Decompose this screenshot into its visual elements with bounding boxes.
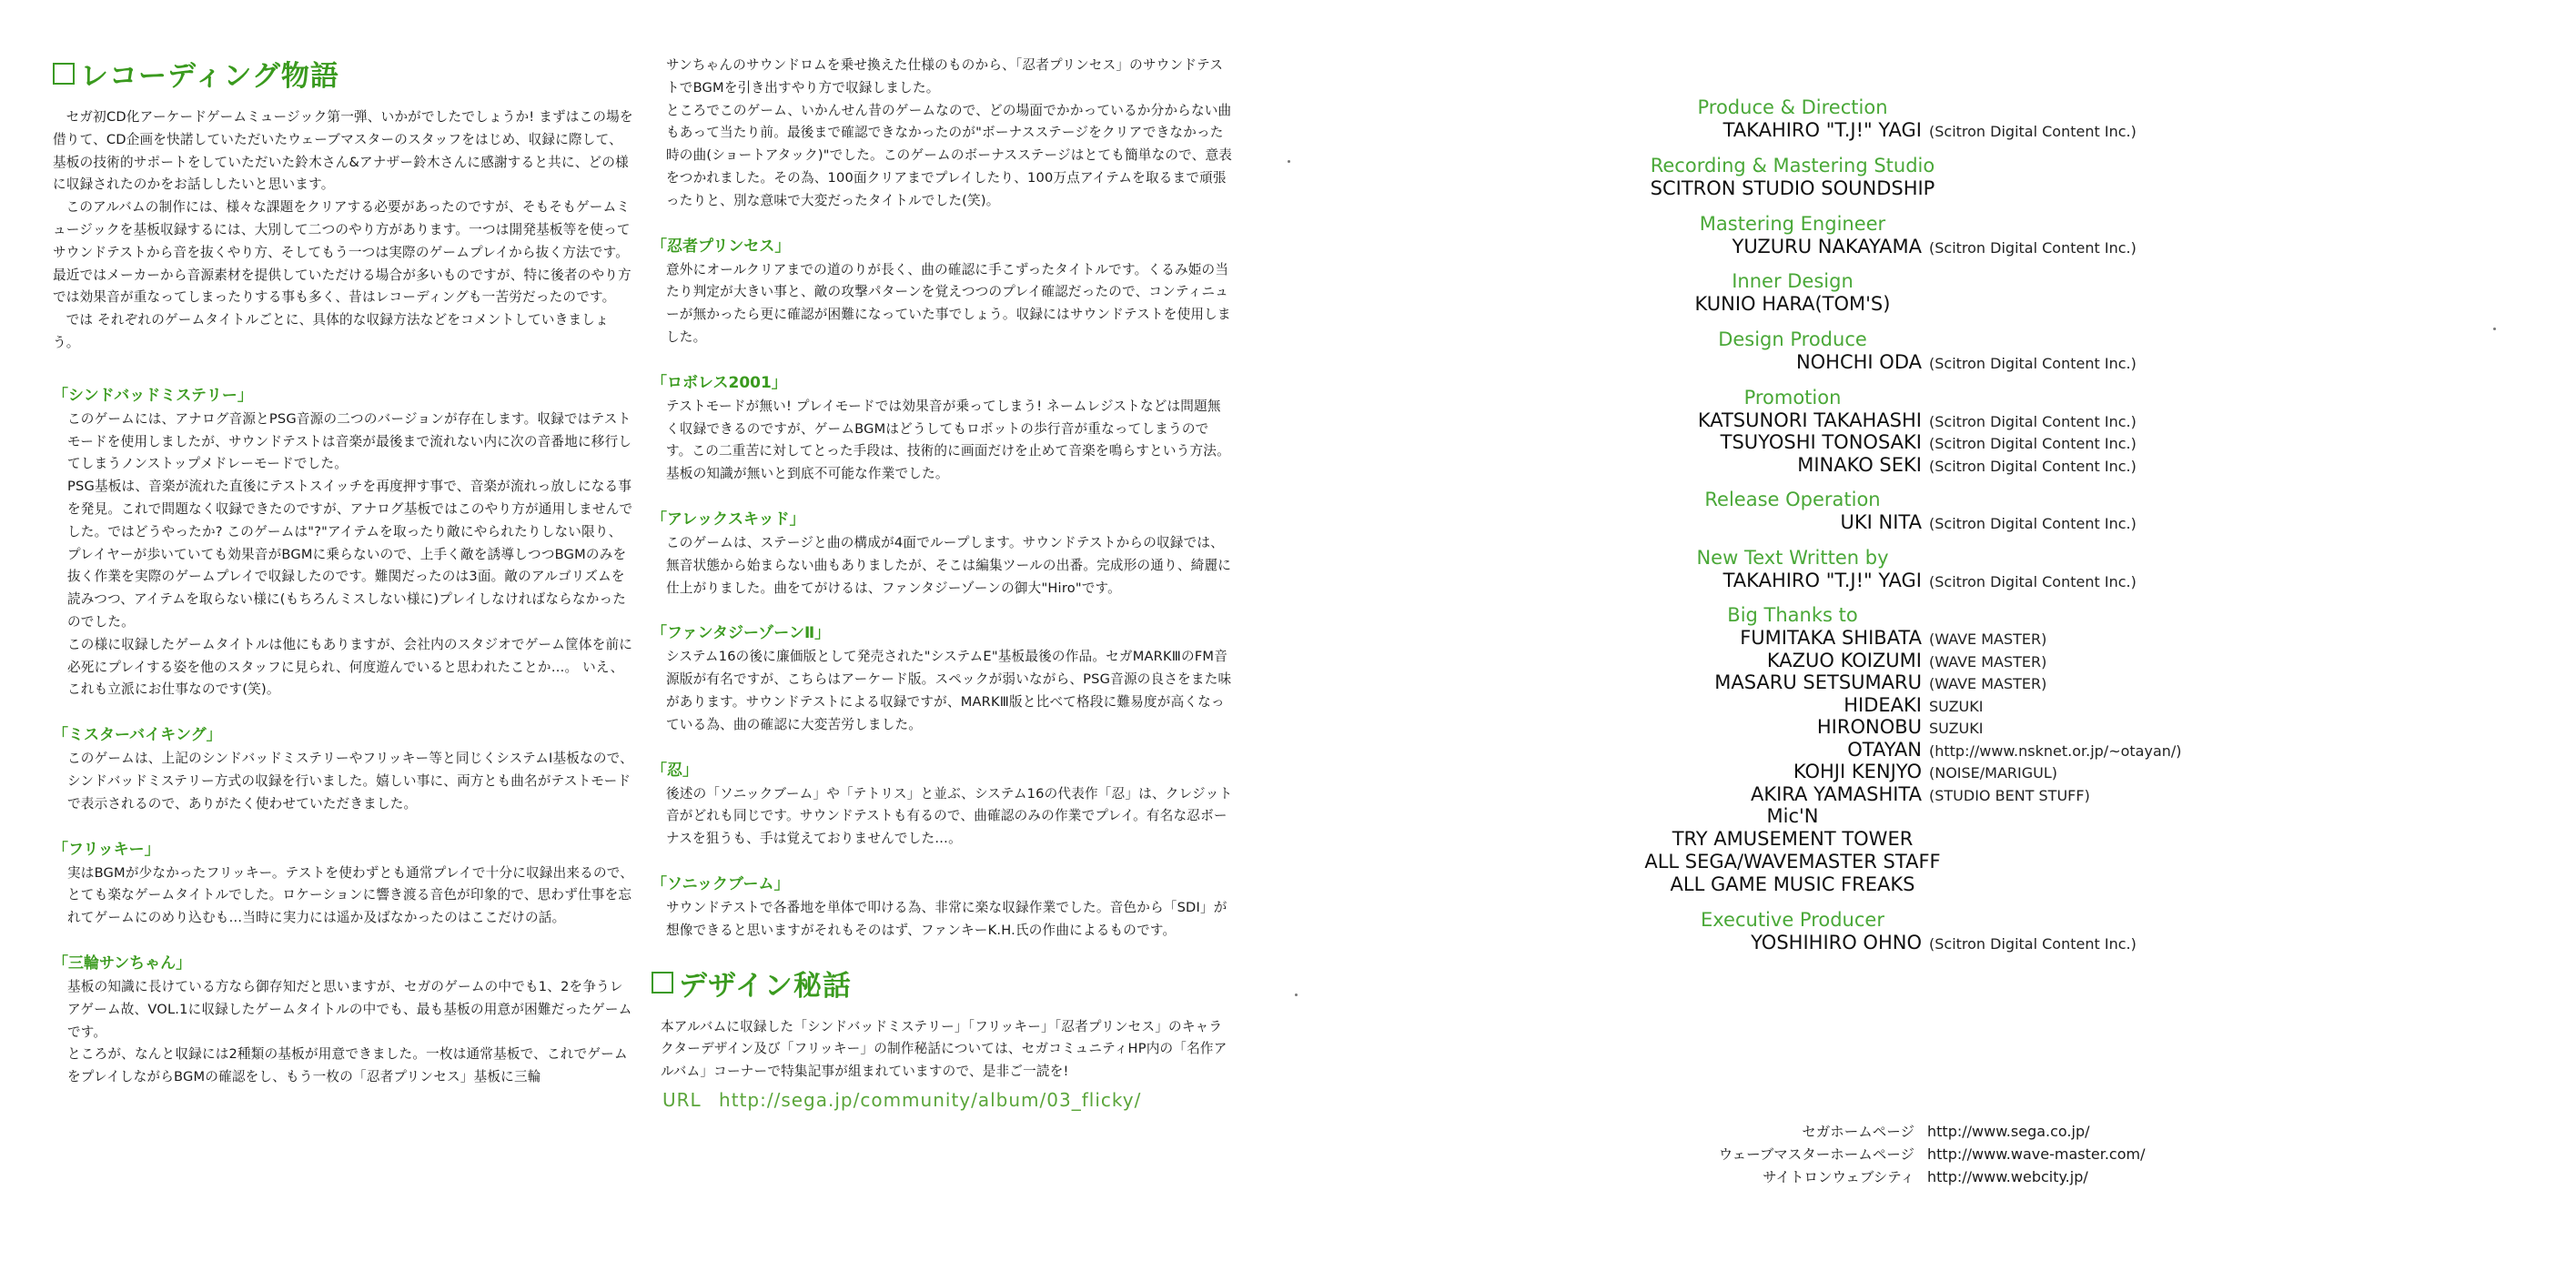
credit-name: AKIRA YAMASHITA <box>1750 782 1922 805</box>
lead-paragraph: サンちゃんのサウンドロムを乗せ換えた仕様のものから、「忍者プリンセス」のサウンドテストでBGMを引き出すやり方で収録しました。 <box>666 57 1224 96</box>
credit-affiliation: (WAVE MASTER) <box>1929 675 2047 692</box>
section-body <box>53 862 635 930</box>
credit-name-row <box>1538 570 2284 592</box>
credit-name-row <box>1538 716 2284 739</box>
section-paragraph: このゲームは、ステージと曲の構成が4面でループします。サウンドテストからの収録では、無音状態から始まらない曲もありましたが、そこは編集ツールの出番。完成形の通り、綺麗に仕上がりました。曲をてがけるは、ファンタジーゾーンの御大"Hiro"です。 <box>666 534 1232 596</box>
section-body <box>652 532 1234 600</box>
credit-affiliation: (STUDIO BENT STUFF) <box>1929 786 2090 804</box>
game-sections <box>652 233 1234 943</box>
design-story-title: デザイン秘話 <box>652 963 1234 1004</box>
credit-affiliation: (Scitron Digital Content Inc.) <box>1929 435 2137 452</box>
credit-affiliation: (Scitron Digital Content Inc.) <box>1929 412 2137 430</box>
credit-block <box>1538 489 2284 534</box>
credit-name: KUNIO HARA(TOM'S) <box>1694 293 1891 315</box>
homepage-link-row <box>1565 1144 2145 1166</box>
credit-name-row <box>1538 409 2284 432</box>
credit-name-row <box>1538 783 2284 806</box>
credit-name: MINAKO SEKI <box>1797 453 1922 476</box>
homepage-url[interactable]: http://www.wave-master.com/ <box>1927 1145 2146 1163</box>
credit-affiliation: SUZUKI <box>1929 720 1984 737</box>
credit-affiliation: (Scitron Digital Content Inc.) <box>1929 457 2137 475</box>
credit-name-row <box>1538 454 2284 477</box>
credit-name-row <box>1538 511 2284 534</box>
credit-role: Release Operation <box>1704 489 1881 510</box>
section-paragraph: 後述の「ソニックブーム」や「テトリス」と並ぶ、システム16の代表作「忍」は、クレジット音がどれも同じです。サウンドテストも有るので、曲確認のみの作業でプレイ。有名な忍ボーナスを狙うも、手は覚えておりませんでした…。 <box>666 785 1233 847</box>
credit-name-row <box>1538 739 2284 762</box>
credit-name: TAKAHIRO "T.J!" YAGI <box>1722 569 1922 591</box>
section-paragraph: システム16の後に廉価版として発売された"システムE"基板最後の作品。セガMARKⅢのFM音源版が有名ですが、こちらはアーケード版。スペックが弱いながら、PSG音源の良さをまた味があります。サウンドテストによる収録ですが、MARKⅢ版と比べて格段に難易度が高くなっている為、曲の確認に大変苦労しました。 <box>666 649 1232 732</box>
section-paragraph: 基板の知識に長けている方なら御存知だと思いますが、セガのゲームの中でも1、2を争うレアゲーム故、VOL.1に収録したゲームタイトルの中でも、最も基板の用意が困難だったゲームです。 <box>67 978 632 1040</box>
homepage-links <box>1565 1121 2145 1189</box>
section-heading: 「忍者プリンセス」 <box>652 237 791 256</box>
homepage-url[interactable]: http://www.webcity.jp/ <box>1927 1168 2088 1185</box>
credit-name-row <box>1538 119 2284 142</box>
section-paragraph: サウンドテストで各番地を単体で叩ける為、非常に楽な収録作業でした。音色から「SDI」が想像できると思いますがそれもそのはず、ファンキーK.H.氏の作曲によるものです。 <box>666 899 1227 938</box>
credit-affiliation: (Scitron Digital Content Inc.) <box>1929 355 2137 372</box>
credit-name: YOSHIHIRO OHNO <box>1751 932 1922 953</box>
credit-block <box>1538 328 2284 374</box>
credit-affiliation: (http://www.nsknet.or.jp/~otayan/) <box>1929 741 2182 760</box>
community-url[interactable]: URL http://sega.jp/community/album/03_flicky/ <box>662 1088 1142 1111</box>
credit-affiliation: SUZUKI <box>1929 697 1984 715</box>
credit-affiliation: (Scitron Digital Content Inc.) <box>1929 238 2137 257</box>
credit-block <box>1538 270 2284 316</box>
credit-name: OTAYAN <box>1847 738 1922 761</box>
section-heading: 「ロボレス2001」 <box>652 373 787 392</box>
homepage-label: セガホームページ <box>1802 1124 1914 1140</box>
credit-role: Mastering Engineer <box>1699 212 1886 235</box>
section-paragraph: ところが、なんと収録には2種類の基板が用意できました。一枚は通常基板で、これでゲームをプレイしながらBGMの確認をし、もう一枚の「忍者プリンセス」基板に三輪 <box>67 1046 628 1085</box>
credit-name: HIDEAKI <box>1844 693 1922 716</box>
intro-text <box>53 106 635 355</box>
game-sections <box>53 382 635 1089</box>
section-heading: 「アレックスキッド」 <box>652 509 805 529</box>
credit-name: UKI NITA <box>1840 511 1922 533</box>
credit-name: KATSUNORI TAKAHASHI <box>1697 409 1922 431</box>
section-heading: 「ソニックブーム」 <box>652 874 790 893</box>
homepage-label: サイトロンウェブシティ <box>1763 1169 1914 1185</box>
credit-affiliation: (NOISE/MARIGUL) <box>1929 764 2058 782</box>
credit-name-row <box>1538 671 2284 694</box>
section-paragraph: PSG基板は、音楽が流れた直後にテストスイッチを再度押す事で、音楽が流れっ放しになる事を発見。これで問題なく収録できたのですが、アナログ基板ではこのやり方が通用しませんでした。ではどうやったか? このゲームは"?"アイテムを取ったり敵にやられたりしない限り、プレイヤーが歩いていても効果音がBGMに乗らないので、上手く敵を誘導しつつBGMのみを抜く作業を実際のゲームプレイで収録したのです。難関だったのは3面。敵のアルゴリズムを読みつつ、アイテムを取らない様に(もちろんミスしない様に)プレイしなければならなかったのでした。 <box>67 479 633 630</box>
credit-name: Mic'N <box>1766 805 1819 827</box>
credit-block <box>1538 909 2284 954</box>
design-text: 本アルバムに収録した「シンドバッドミステリー」「フリッキー」「忍者プリンセス」のキャラクターデザイン及び「フリッキー」の制作秘話については、セガコミュニティHP内の「名作アルバム」コーナーで特集記事が組まれていますので、是非ご一読を! <box>661 1018 1227 1080</box>
homepage-label: ウェーブマスターホームページ <box>1718 1146 1914 1163</box>
section-heading: 「忍」 <box>652 761 698 780</box>
intro-paragraph: このアルバムの制作には、様々な課題をクリアする必要があったのですが、そもそもゲームミュージックを基板収録するには、大別して二つのやり方があります。一つは開発基板等を使ってサウンドテストから音を抜くやり方、そしてもう一つは実際のゲームプレイから抜く方法です。最近ではメーカーから音源素材を提供していただける場合が多いものですが、特に後者のやり方では効果音が重なってしまったりする事も多く、昔はレコーディングも一苦労だったのです。 <box>53 199 631 306</box>
credit-affiliation: (WAVE MASTER) <box>1929 652 2047 671</box>
credit-affiliation: (Scitron Digital Content Inc.) <box>1929 123 2137 140</box>
credits <box>1538 96 2284 967</box>
section-body <box>53 409 635 701</box>
credit-name-row <box>1538 650 2284 672</box>
credit-affiliation: (WAVE MASTER) <box>1929 630 2047 648</box>
intro-paragraph: セガ初CD化アーケードゲームミュージック第一弾、いかがでしたでしょうか! まずはこの場を借りて、CD企画を快諾していただいたウェーブマスターのスタッフをはじめ、収録に際して、基板の技術的サポートをしていただいた鈴木さん&アナザー鈴木さんに感謝すると共に、どの様に収録されたのかをお話ししたいと思います。 <box>53 109 633 193</box>
credit-name: HIRONOBU <box>1816 716 1922 738</box>
section-paragraph: この様に収録したゲームタイトルは他にもありますが、会社内のスタジオでゲーム筐体を前に必死にプレイする姿を他のスタッフに見られ、何度遊んでいると思われたことか…。 いえ、これも立派にお仕事なのです(笑)。 <box>67 636 633 698</box>
credit-role: Inner Design <box>1732 270 1854 292</box>
section-body <box>652 783 1234 851</box>
section-body <box>53 748 635 815</box>
section-body <box>652 897 1234 943</box>
section-paragraph: このゲームは、上記のシンドバッドミステリーやフリッキー等と同じくシステムⅠ基板なので、シンドバッドミステリー方式の収録を行いました。嬉しい事に、両方とも曲名がテストモードで表示されるので、ありがたく使わせていただきました。 <box>67 751 633 812</box>
checkbox-square-icon <box>652 972 673 994</box>
lead-paragraph: ところでこのゲーム、いかんせん昔のゲームなので、どの場面でかかっているか分からない曲もあって当たり前。最後まで確認できなかったのが"ボーナスステージをクリアできなかった時の曲(ショートアタック)"でした。このゲームのボーナスステージはとても簡単なので、意表をつかれました。その為、100面クリアまでプレイしたり、100万点アイテムを取るまで頑張ったりと、別な意味で大変だったタイトルでした(笑)。 <box>666 102 1233 208</box>
credit-name: KAZUO KOIZUMI <box>1766 649 1922 671</box>
section-heading: 「フリッキー」 <box>53 840 160 859</box>
credit-role: Recording & Mastering Studio <box>1650 154 1935 177</box>
section-body <box>652 646 1234 736</box>
credit-role: Produce & Direction <box>1697 96 1888 118</box>
speck <box>2493 328 2496 330</box>
speck <box>1295 994 1298 996</box>
credit-role: Promotion <box>1743 386 1842 409</box>
credit-name: NOHCHI ODA <box>1795 351 1922 373</box>
credit-role: New Text Written by <box>1696 546 1889 569</box>
credit-name: FUMITAKA SHIBATA <box>1740 627 1922 649</box>
checkbox-square-icon <box>53 63 75 85</box>
credit-name: ALL SEGA/WAVEMASTER STAFF <box>1644 851 1941 872</box>
credit-block <box>1538 387 2284 477</box>
credit-name: TAKAHIRO "T.J!" YAGI <box>1722 119 1922 141</box>
credit-name-row <box>1538 932 2284 954</box>
credit-name: ALL GAME MUSIC FREAKS <box>1670 873 1915 895</box>
credit-name: MASARU SETSUMARU <box>1714 671 1922 693</box>
credit-block <box>1538 604 2284 896</box>
section-heading: 「三輪サンちゃん」 <box>53 953 192 973</box>
homepage-url[interactable]: http://www.sega.co.jp/ <box>1927 1123 2090 1140</box>
section-body <box>53 976 635 1089</box>
section-heading: 「シンドバッドミステリー」 <box>53 386 253 405</box>
section-paragraph: テストモードが無い! プレイモードでは効果音が乗ってしまう! ネームレジストなどは問題無く収録できるのですが、ゲームBGMはどうしてもロボットの歩行音が重なってしまうのです。この二重苦に対してとった手段は、技術的に画面だけを止めて音楽を鳴らすという方法。基板の知識が無いと到底不可能な作業でした。 <box>666 398 1230 482</box>
credit-name: SCITRON STUDIO SOUNDSHIP <box>1650 177 1935 199</box>
credit-block <box>1538 213 2284 258</box>
credit-name: TRY AMUSEMENT TOWER <box>1672 828 1914 850</box>
credit-name-row <box>1538 694 2284 717</box>
homepage-link-row <box>1565 1166 2145 1189</box>
recording-story-title: レコーディング物語 <box>53 53 635 94</box>
section-paragraph: 意外にオールクリアまでの道のりが長く、曲の確認に手こずったタイトルです。くるみ姫の当たり判定が大きい事と、敵の攻撃パターンを覚えつつのプレイ確認だったので、コンティニューが無かったら更に確認が困難になっていた事でしょう。収録にはサウンドテストを使用しました。 <box>666 261 1231 345</box>
intro-paragraph: では それぞれのゲームタイトルごとに、具体的な収録方法などをコメントしていきましょう。 <box>53 312 609 350</box>
credit-block <box>1538 155 2284 200</box>
section-body <box>652 259 1234 349</box>
credit-affiliation: (Scitron Digital Content Inc.) <box>1929 572 2137 590</box>
section-paragraph: 実はBGMが少なかったフリッキー。テストを使わずとも通常プレイで十分に収録出来るので、とても楽なゲームタイトルでした。ロケーションに響き渡る音色が印象的で、思わず仕事を忘れてゲームにのめり込むも…当時に実力には遥か及ばなかったのはここだけの話。 <box>67 864 634 926</box>
credit-name: YUZURU NAKAYAMA <box>1732 235 1922 257</box>
lead-text <box>652 55 1234 213</box>
credit-affiliation: (Scitron Digital Content Inc.) <box>1929 935 2137 953</box>
section-heading: 「ミスターバイキング」 <box>53 726 222 745</box>
middle-column <box>652 55 1234 1111</box>
credit-name-row <box>1538 351 2284 374</box>
section-body <box>652 396 1234 486</box>
credit-name-row <box>1538 236 2284 258</box>
credit-name-row <box>1538 761 2284 783</box>
credit-name: TSUYOSHI TONOSAKI <box>1720 431 1922 453</box>
credit-role: Executive Producer <box>1701 909 1884 931</box>
credit-role: Design Produce <box>1718 328 1867 350</box>
credit-block <box>1538 96 2284 142</box>
credit-name: KOHJI KENJYO <box>1793 761 1922 782</box>
credit-role: Big Thanks to <box>1727 604 1858 626</box>
left-column <box>53 53 635 1089</box>
credit-affiliation: (Scitron Digital Content Inc.) <box>1929 515 2137 532</box>
credit-name-row <box>1538 627 2284 650</box>
credit-name-row <box>1538 431 2284 454</box>
section-heading: 「ファンタジーゾーンⅡ」 <box>652 624 831 643</box>
homepage-link-row <box>1565 1121 2145 1144</box>
section-paragraph: このゲームには、アナログ音源とPSG音源の二つのバージョンが存在します。収録ではテストモードを使用しましたが、サウンドテストは音楽が最後まで流れない内に次の音番地に移行してしまうノンストップメドレーモードでした。 <box>67 410 632 472</box>
credit-block <box>1538 547 2284 592</box>
speck <box>1288 160 1290 163</box>
